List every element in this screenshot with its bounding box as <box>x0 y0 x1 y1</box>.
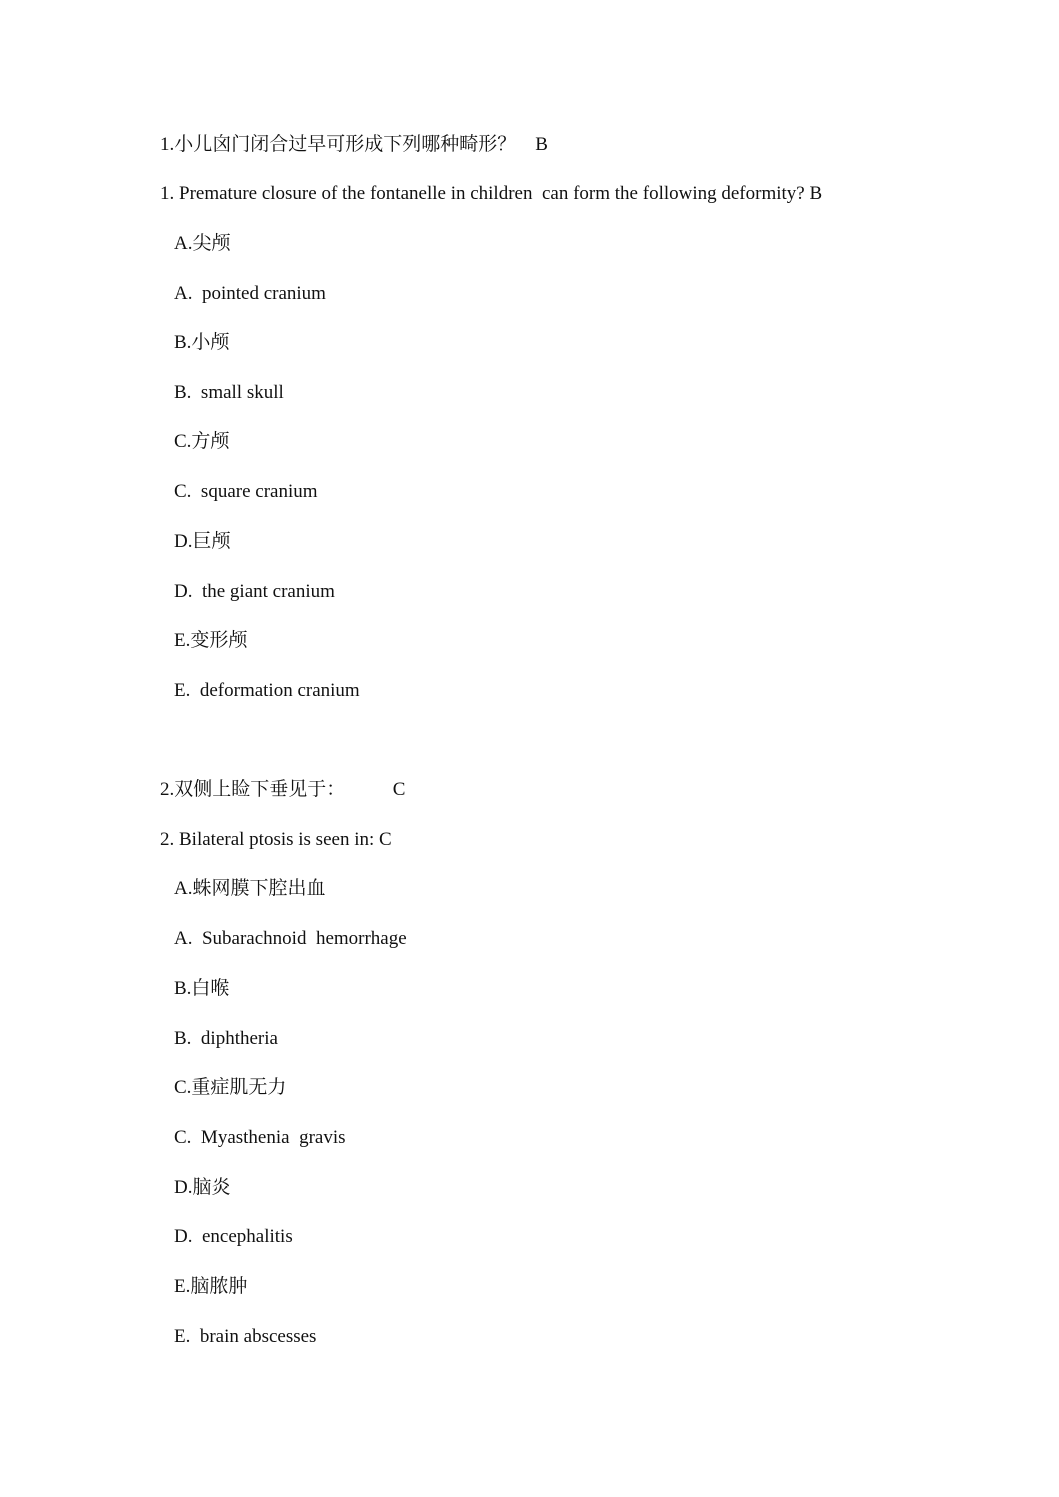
question-2-zh: 2.双侧上睑下垂见于： C <box>160 779 406 800</box>
q1-option-a-en: A. pointed cranium <box>174 283 326 304</box>
q1-option-b-zh: B.小颅 <box>174 332 230 353</box>
q2-option-d-zh: D.脑炎 <box>174 1177 231 1198</box>
question-1-en: 1. Premature closure of the fontanelle in children can form the following deformity? B <box>160 183 823 204</box>
q2-option-a-en: A. Subarachnoid hemorrhage <box>174 928 407 949</box>
q2-option-e-zh: E.脑脓肿 <box>174 1276 248 1297</box>
q1-option-a-zh: A.尖颅 <box>174 233 231 254</box>
q2-option-c-en: C. Myasthenia gravis <box>174 1127 346 1148</box>
q2-option-e-en: E. brain abscesses <box>174 1326 317 1347</box>
q1-option-c-zh: C.方颅 <box>174 431 230 452</box>
q2-option-b-zh: B.白喉 <box>174 978 230 999</box>
q2-option-b-en: B. diphtheria <box>174 1028 278 1049</box>
q2-option-a-zh: A.蛛网膜下腔出血 <box>174 878 326 899</box>
q1-option-e-en: E. deformation cranium <box>174 680 360 701</box>
q1-option-c-en: C. square cranium <box>174 481 318 502</box>
q2-option-d-en: D. encephalitis <box>174 1226 293 1247</box>
q2-option-c-zh: C.重症肌无力 <box>174 1077 287 1098</box>
q1-option-d-zh: D.巨颅 <box>174 531 231 552</box>
q1-option-e-zh: E.变形颅 <box>174 630 248 651</box>
q1-option-b-en: B. small skull <box>174 382 284 403</box>
question-1-zh: 1.小儿囟门闭合过早可形成下列哪种畸形？ B <box>160 134 548 155</box>
q1-option-d-en: D. the giant cranium <box>174 581 335 602</box>
question-2-en: 2. Bilateral ptosis is seen in: C <box>160 829 392 850</box>
